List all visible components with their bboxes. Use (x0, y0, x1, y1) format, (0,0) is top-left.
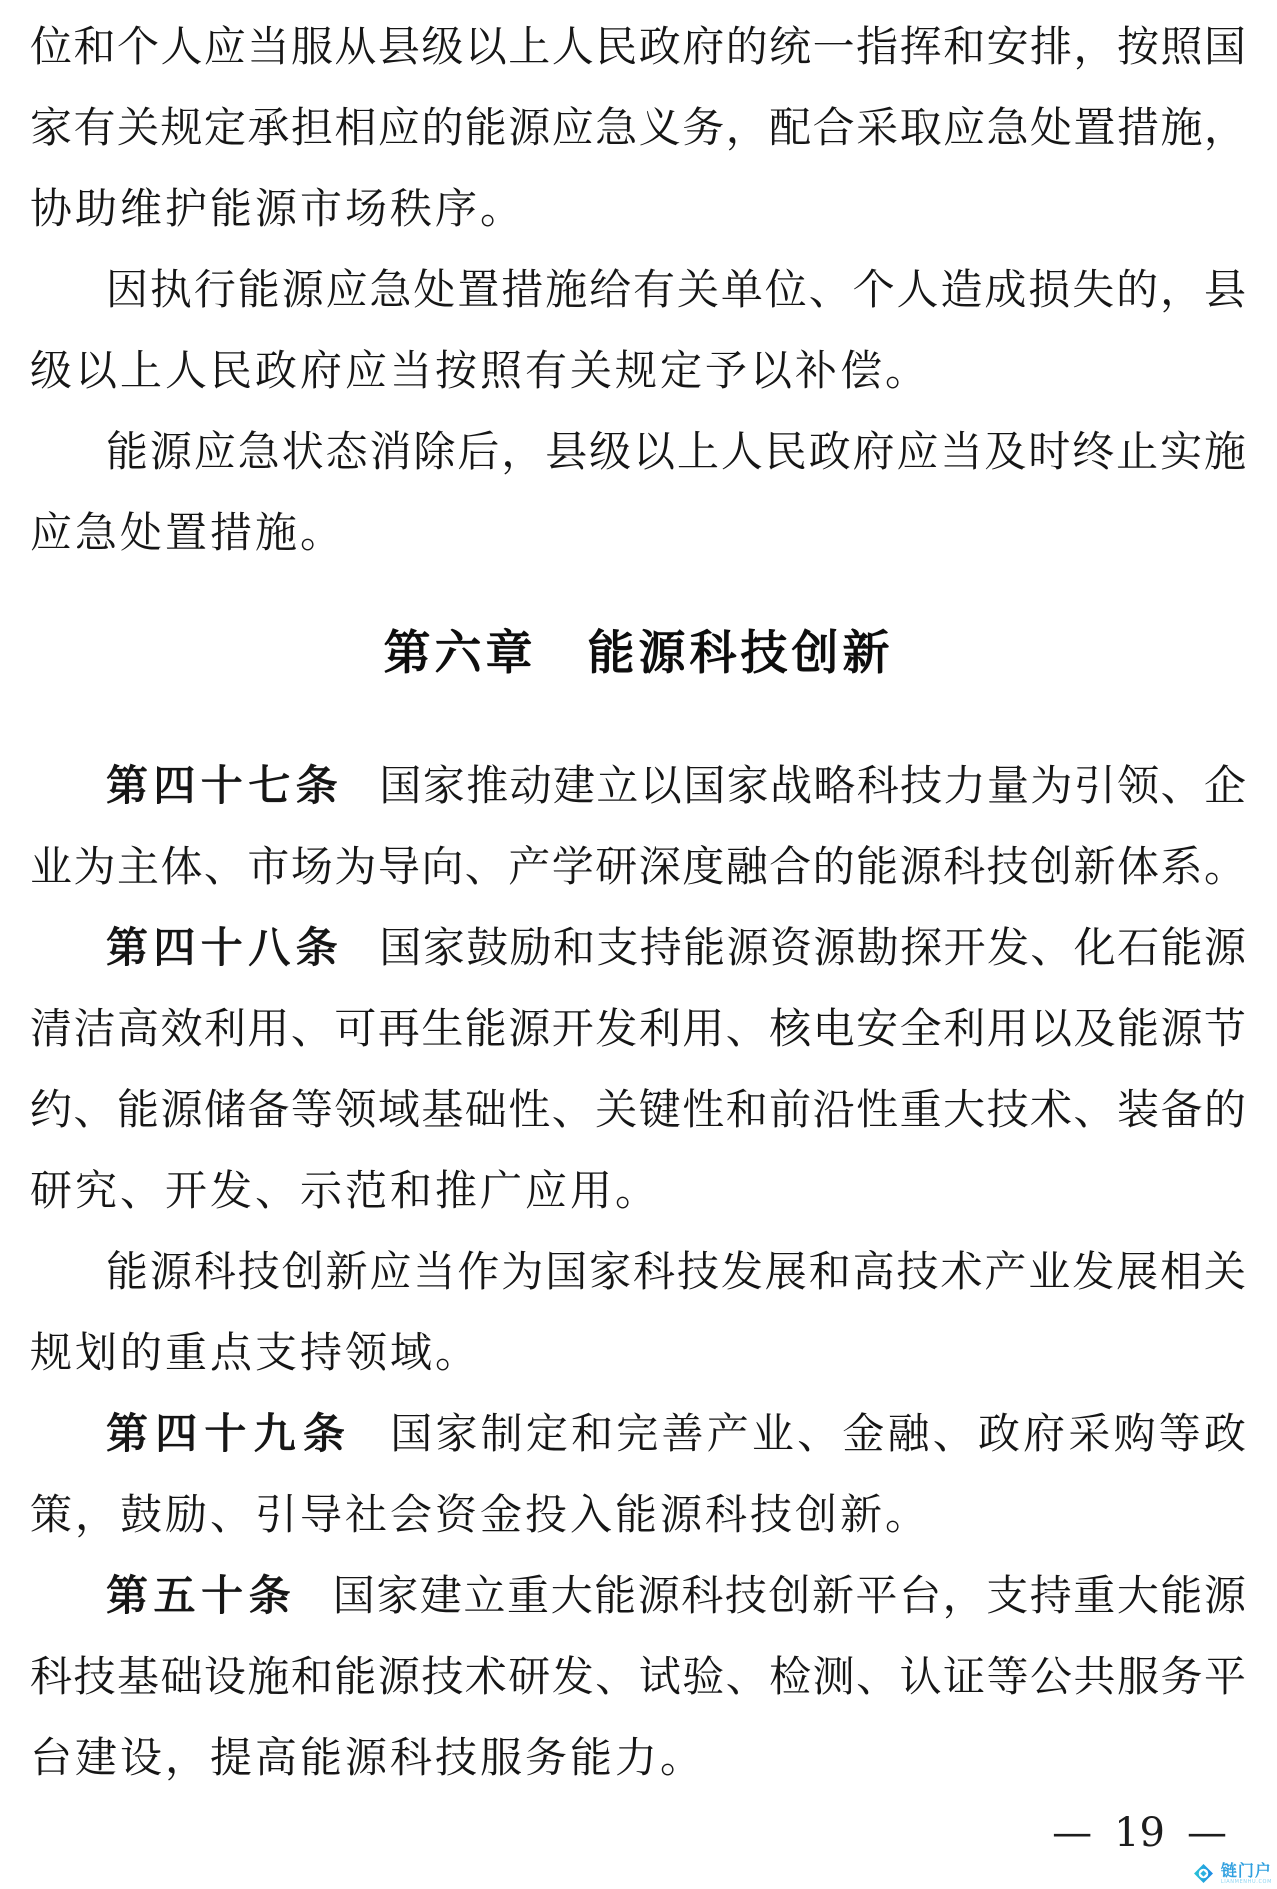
text-line (30, 6, 1247, 87)
text-line (30, 1231, 1247, 1312)
text-line (30, 907, 1247, 988)
page-number-dash-right: — (1187, 1810, 1227, 1856)
lianmenhu-logo-icon (1190, 1860, 1217, 1887)
text-line (30, 1555, 1247, 1636)
text-line (30, 1717, 1247, 1798)
line-text: 国家鼓励和支持能源资源勘探开发、化石能源 (379, 923, 1247, 972)
line-text: 家有关规定承担相应的能源应急义务，配合采取应急处置措施， (30, 103, 1247, 152)
line-text: 能源应急状态消除后，县级以上人民政府应当及时终止实施 (106, 427, 1247, 476)
line-text: 位和个人应当服从县级以上人民政府的统一指挥和安排，按照国 (30, 22, 1247, 71)
text-line (30, 745, 1247, 826)
line-text: 应急处置措施。 (30, 508, 346, 557)
text-line (30, 1069, 1247, 1150)
article-number: 第四十七条 (106, 761, 343, 810)
text-line (30, 1312, 1247, 1393)
article-number: 第四十九条 (106, 1409, 353, 1458)
watermark-domain-text: LIANMENHU.COM (1220, 1878, 1272, 1885)
line-text: 国家制定和完善产业、金融、政府采购等政 (388, 1409, 1247, 1458)
watermark-text-block (1220, 1860, 1272, 1885)
text-line (30, 411, 1247, 492)
document-body (30, 6, 1247, 1798)
text-line (30, 1474, 1247, 1555)
chapter-heading-text: 第六章 能源科技创新 (383, 626, 894, 681)
line-text: 协助维护能源市场秩序。 (30, 184, 526, 233)
page-number-dash-left: — (1052, 1810, 1093, 1856)
article-number: 第四十八条 (106, 923, 343, 972)
text-line (30, 826, 1247, 907)
line-text: 能源科技创新应当作为国家科技发展和高技术产业发展相关 (106, 1247, 1247, 1296)
text-line (30, 168, 1247, 249)
line-text: 级以上人民政府应当按照有关规定予以补偿。 (30, 346, 931, 395)
text-line (30, 1636, 1247, 1717)
line-text: 台建设，提高能源科技服务能力。 (30, 1733, 706, 1782)
line-text: 约、能源储备等领域基础性、关键性和前沿性重大技术、装备的 (30, 1085, 1247, 1134)
text-line (30, 988, 1247, 1069)
line-text: 业为主体、市场为导向、产学研深度融合的能源科技创新体系。 (30, 842, 1247, 891)
article-number: 第五十条 (106, 1571, 297, 1620)
text-line (30, 87, 1247, 168)
text-line (30, 1393, 1247, 1474)
line-text: 研究、开发、示范和推广应用。 (30, 1166, 661, 1215)
page-footer (1052, 1810, 1227, 1856)
page-number: 19 (1114, 1810, 1165, 1856)
line-text: 清洁高效利用、可再生能源开发利用、核电安全利用以及能源节 (30, 1004, 1247, 1053)
text-line (30, 1150, 1247, 1231)
line-text: 因执行能源应急处置措施给有关单位、个人造成损失的，县 (106, 265, 1247, 314)
text-line (30, 492, 1247, 573)
chapter-heading (30, 613, 1247, 694)
line-text: 策，鼓励、引导社会资金投入能源科技创新。 (30, 1490, 931, 1539)
line-text: 国家推动建立以国家战略科技力量为引领、企 (379, 761, 1247, 810)
line-text: 科技基础设施和能源技术研发、试验、检测、认证等公共服务平 (30, 1652, 1247, 1701)
lianmenhu-watermark (1190, 1860, 1272, 1887)
line-text: 规划的重点支持领域。 (30, 1328, 481, 1377)
watermark-brand-text: 链门户 (1220, 1860, 1272, 1880)
text-line (30, 330, 1247, 411)
text-line (30, 249, 1247, 330)
line-text: 国家建立重大能源科技创新平台，支持重大能源 (332, 1571, 1247, 1620)
